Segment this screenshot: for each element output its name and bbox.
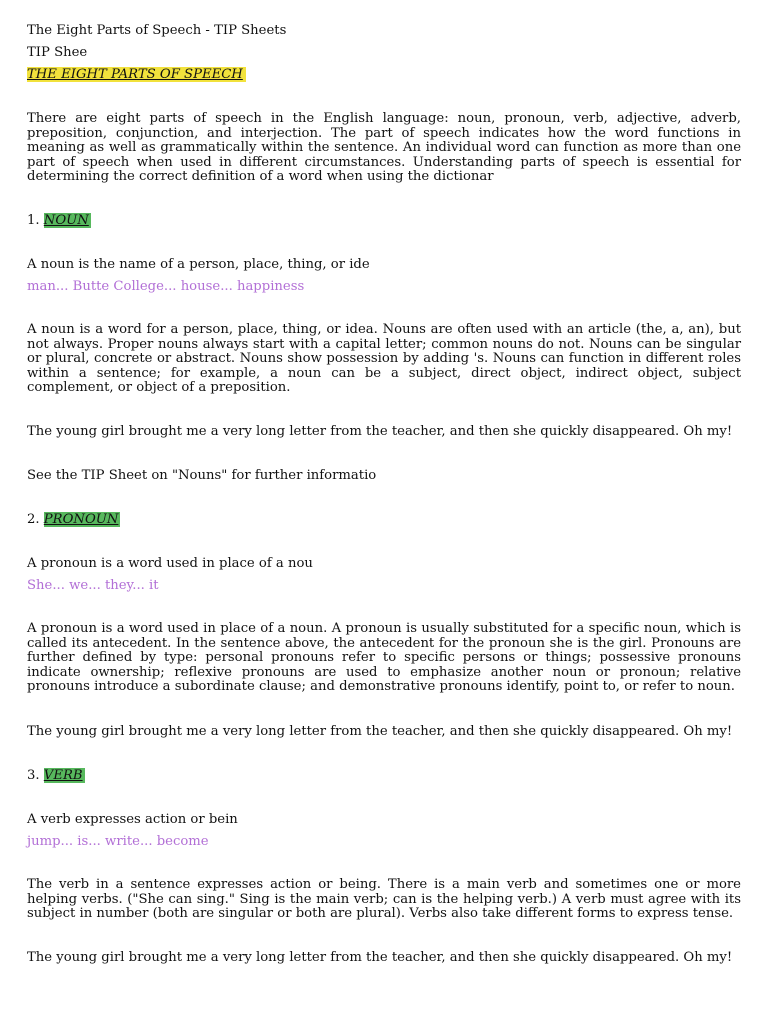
noun-see-also: See the TIP Sheet on "Nouns" for further informatio — [27, 468, 377, 483]
document-title: The Eight Parts of Speech - TIP Sheets — [27, 23, 287, 38]
section-title: VERB — [43, 768, 83, 783]
noun-sample-sentence: The young girl brought me a very long letter from the teacher, and then she quickly disappeared. Oh my! — [27, 424, 733, 439]
pronoun-examples: She... we... they... it — [27, 578, 159, 593]
pronoun-body: A pronoun is a word used in place of a noun. A pronoun is usually substituted for a specific noun, which is called its antecedent. In the sentence above, the antecedent for the pronoun she is the girl. Pronouns are further defined by type: personal pronouns refer to specific persons or things; possessive pronouns indicate ownership; reflexive pronouns are used to emphasize another noun or pronoun; relative pronouns introduce a subordinate clause; and demonstrative pronouns identify, point to, or refer to noun. — [27, 621, 741, 694]
document-subtitle: TIP Shee — [27, 45, 88, 60]
verb-examples: jump... is... write... become — [27, 834, 209, 849]
pronoun-sample-sentence: The young girl brought me a very long letter from the teacher, and then she quickly disappeared. Oh my! — [27, 724, 733, 739]
section-pronoun-heading — [27, 512, 120, 528]
verb-body: The verb in a sentence expresses action or being. There is a main verb and sometimes one or more helping verbs. ("She can sing." Sing is the main verb; can is the helping verb.) A verb must agree with its subject in number (both are singular or both are plural). Verbs also take different forms to express tense. — [27, 877, 741, 921]
section-title: PRONOUN — [43, 512, 119, 527]
main-heading-line — [27, 67, 246, 83]
main-heading: THE EIGHT PARTS OF SPEECH — [27, 67, 246, 82]
intro-paragraph: There are eight parts of speech in the English language: noun, pronoun, verb, adjective, adverb, preposition, conjunction, and interjection. The part of speech indicates how the word functions in meaning as well as grammatically within the sentence. An individual word can function as more than one part of speech when used in different circumstances. Understanding parts of speech is essential for determining the correct definition of a word when using the dictionar — [27, 111, 741, 184]
noun-body: A noun is a word for a person, place, thing, or idea. Nouns are often used with an article (the, a, an), but not always. Proper nouns always start with a capital letter; common nouns do not. Nouns can be singular or plural, concrete or abstract. Nouns show possession by adding 's. Nouns can function in different roles within a sentence; for example, a noun can be a subject, direct object, indirect object, subject complement, or object of a preposition. — [27, 322, 741, 395]
verb-sample-sentence: The young girl brought me a very long letter from the teacher, and then she quickly disappeared. Oh my! — [27, 950, 733, 965]
section-verb-heading — [27, 768, 85, 784]
section-number: 1. — [27, 213, 40, 228]
noun-definition: A noun is the name of a person, place, thing, or ide — [27, 257, 370, 272]
verb-definition: A verb expresses action or bein — [27, 812, 238, 827]
noun-examples: man... Butte College... house... happiness — [27, 279, 305, 294]
pronoun-definition: A pronoun is a word used in place of a nou — [27, 556, 313, 571]
section-title: NOUN — [43, 213, 89, 228]
section-noun-heading — [27, 213, 91, 229]
section-number: 2. — [27, 512, 40, 527]
section-number: 3. — [27, 768, 40, 783]
